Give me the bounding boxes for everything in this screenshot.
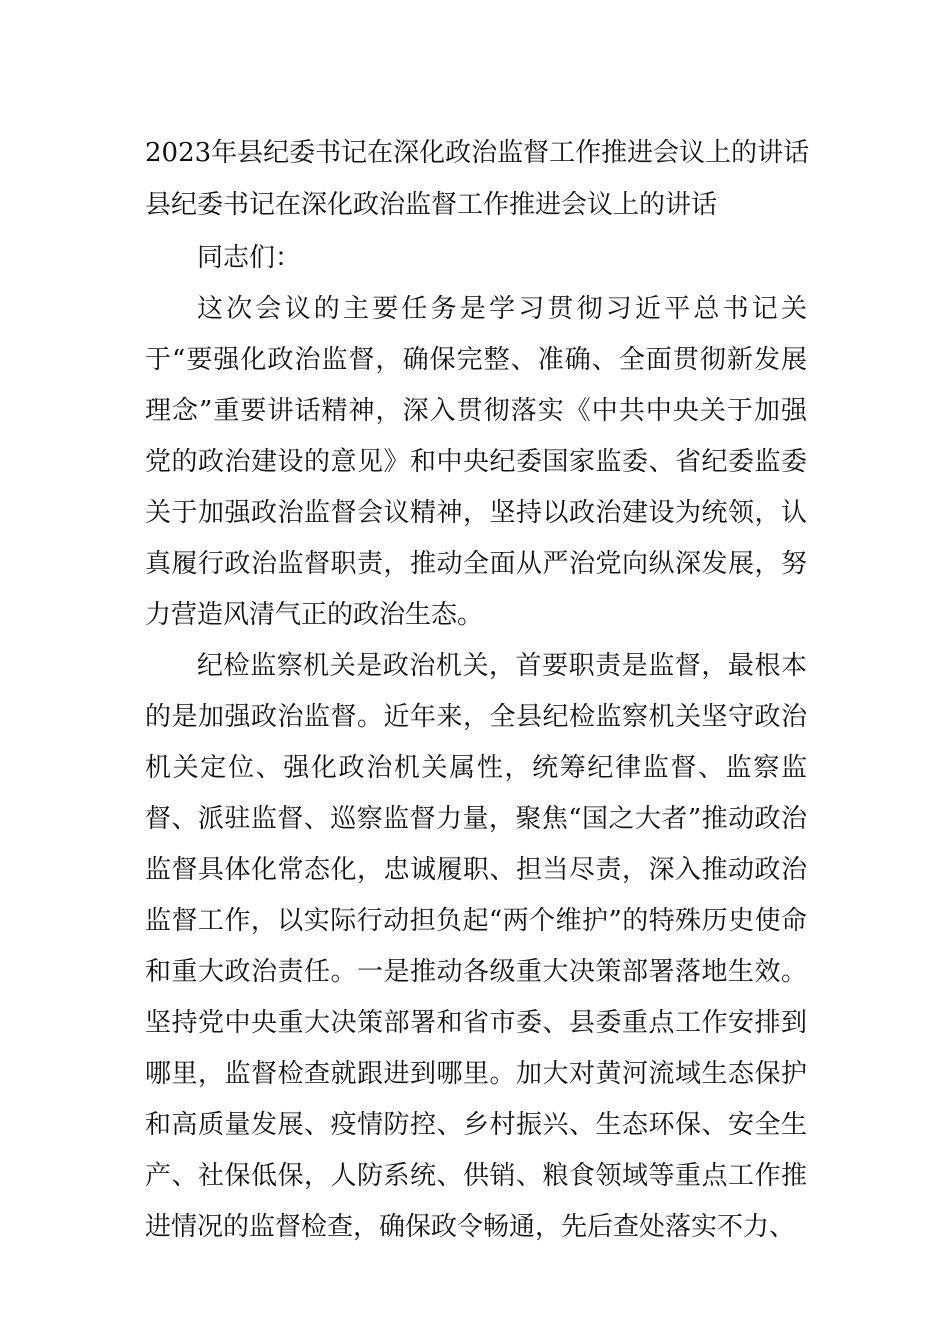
- document-page: [145, 127, 810, 1253]
- paragraph-1: 这次会议的主要任务是学习贯彻习近平总书记关于“要强化政治监督，确保完整、准确、全面贯彻新发展理念”重要讲话精神，深入贯彻落实《中共中央关于加强党的政治建设的意见》和中央纪委国家监委、省纪委监委关于加强政治监督会议精神，坚持以政治建设为统领，认真履行政治监督职责，推动全面从严治党向纵深发展，努力营造风清气正的政治生态。: [145, 294, 807, 630]
- document-title-line-1: 2023年县纪委书记在深化政治监督工作推进会议上的讲话: [145, 138, 810, 168]
- document-title-line-2: 县纪委书记在深化政治监督工作推进会议上的讲话: [145, 190, 718, 220]
- paragraph-2: 纪检监察机关是政治机关，首要职责是监督，最根本的是加强政治监督。近年来，全县纪检监察机关坚守政治机关定位、强化政治机关属性，统筹纪律监督、监察监督、派驻监督、巡察监督力量，聚焦“国之大者”推动政治监督具体化常态化，忠诚履职、担当尽责，深入推动政治监督工作，以实际行动担负起“两个维护”的特殊历史使命和重大政治责任。一是推动各级重大决策部署落地生效。坚持党中央重大决策部署和省市委、县委重点工作安排到哪里，监督检查就跟进到哪里。加大对黄河流域生态保护和高质量发展、疫情防控、乡村振兴、生态环保、安全生产、社保低保，人防系统、供销、粮食领域等重点工作推进情况的监督检查，确保政令畅通，先后查处落实不力、: [145, 651, 807, 1242]
- salutation: 同志们：: [197, 243, 302, 273]
